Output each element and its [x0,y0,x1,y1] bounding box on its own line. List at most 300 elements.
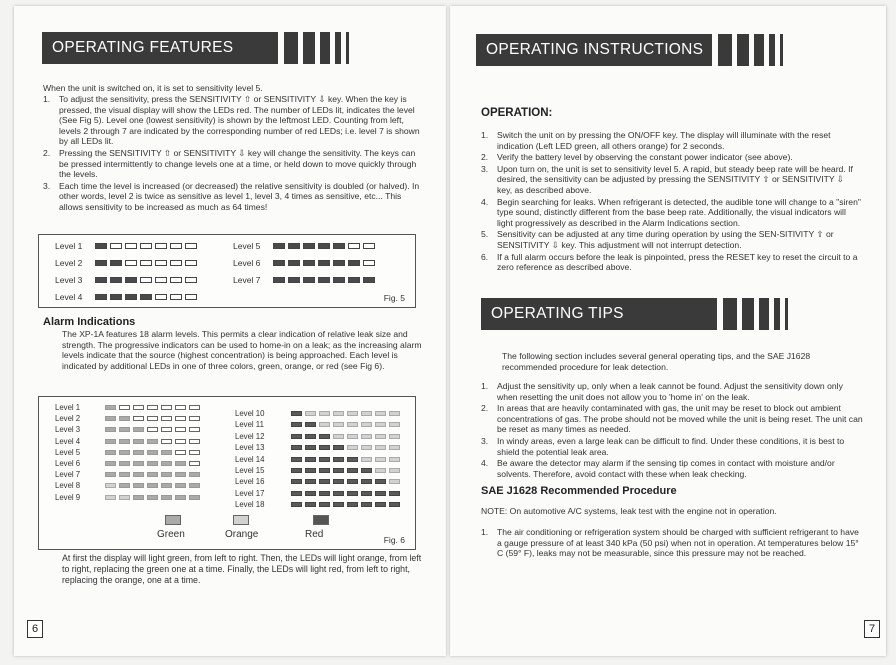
fig6-level-label: Level 1 [55,403,81,412]
led-indicator [147,416,158,421]
fig6-led-row [105,450,203,455]
led-indicator [105,416,116,421]
led-indicator [333,457,344,462]
led-indicator [133,427,144,432]
led-indicator [319,468,330,473]
led-indicator [95,277,107,283]
led-indicator [303,260,315,266]
led-indicator [375,457,386,462]
led-indicator [119,495,130,500]
led-indicator [119,461,130,466]
fig6-led-row [105,439,203,444]
led-indicator [348,260,360,266]
led-indicator [175,405,186,410]
fig5-led-row [273,260,378,266]
led-indicator [155,294,167,300]
fig6-led-row [291,422,403,427]
fig5-caption: Fig. 5 [383,293,405,303]
led-indicator [95,294,107,300]
list-item-number: 5. [481,229,489,240]
fig5-led-row [95,260,200,266]
sae-heading: SAE J1628 Recommended Procedure [481,485,677,497]
led-indicator [147,427,158,432]
led-indicator [161,495,172,500]
led-indicator [291,411,302,416]
led-indicator [105,495,116,500]
fig6-led-row [105,461,203,466]
led-indicator [303,243,315,249]
fig6-led-row [105,427,203,432]
fig6-led-row [291,445,403,450]
led-indicator [389,491,400,496]
list-item [43,94,427,147]
sae-note: NOTE: On automotive A/C systems, leak test with the engine not in operation. [481,506,777,516]
led-indicator [347,491,358,496]
led-indicator [348,277,360,283]
led-indicator [291,457,302,462]
led-indicator [347,479,358,484]
list-item [481,458,863,479]
led-indicator [175,427,186,432]
led-indicator [161,472,172,477]
fig5-level-label: Level 7 [233,275,261,285]
led-indicator [147,461,158,466]
operating-instructions-banner [476,34,788,66]
led-indicator [133,416,144,421]
list-item-number: 4. [481,196,489,207]
led-indicator [119,416,130,421]
list-item [481,436,863,457]
led-indicator [375,479,386,484]
led-indicator [389,479,400,484]
legend-label: Green [157,529,185,540]
closing-text: At first the display will light green, from left to right. Then, the LEDs will light orange, from left to right, replacing the green one at a time. Finally, the LEDs will light red, from left to right, replacing the orange, one at a time. [62,553,422,585]
led-indicator [189,416,200,421]
led-indicator [319,422,330,427]
fig6-level-label: Level 8 [55,481,81,491]
fig5-box [38,234,416,308]
led-indicator [333,260,345,266]
list-item [43,148,427,180]
led-indicator [375,434,386,439]
led-indicator [291,422,302,427]
led-indicator [319,411,330,416]
fig6-led-row [291,457,403,462]
led-indicator [333,491,344,496]
fig6-level-label: Level 15 [235,466,265,475]
led-indicator [319,434,330,439]
fig6-level-label: Level 9 [55,492,81,502]
list-item-text: Pressing the SENSITIVITY ⇧ or SENSITIVITY ⇩ key will change the sensitivity. The keys can be pressed intermittently to change levels one at a time, or held down to move quickly through the levels. [59,147,417,180]
fig6-level-label: Level 16 [235,477,265,487]
list-item [481,130,861,151]
led-indicator [361,445,372,450]
led-indicator [333,479,344,484]
led-indicator [110,243,122,249]
list-item [481,252,861,273]
list-item-text: In windy areas, even a large leak can be difficult to find. Under these conditions, it is best to shield the potential leak area. [497,435,845,457]
led-indicator [291,445,302,450]
list-item-text: Switch the unit on by pressing the ON/OFF key. The display will illuminate with the reset indication (Left LED green, all others orange) for 2 seconds. [497,130,831,151]
led-indicator [288,277,300,283]
led-indicator [147,439,158,444]
led-indicator [119,450,130,455]
led-indicator [140,243,152,249]
led-indicator [361,422,372,427]
list-item-text: Be aware the detector may alarm if the sensing tip comes in contact with moisture and/or solvents. Therefore, avoid contact with these when leak checking. [497,458,835,479]
led-indicator [333,411,344,416]
fig6-caption: Fig. 6 [383,535,405,545]
fig5-level-label: Level 2 [55,258,83,268]
fig6-led-row [291,411,403,416]
led-indicator [125,260,137,266]
led-indicator [347,502,358,507]
led-indicator [161,461,172,466]
led-indicator [347,434,358,439]
led-indicator [133,405,144,410]
led-indicator [389,468,400,473]
banner-stripes [723,298,793,330]
led-indicator [361,502,372,507]
led-indicator [361,434,372,439]
list-item-text: Upon turn on, the unit is set to sensitivity level 5. A rapid, but steady beep rate will be heard. If desired, the sensitivity can be adjusted by pressing the SENSITIVITY ⇧ or SENSITIVITY ⇩ key, as described above. [497,163,853,195]
fig6-level-label: Level 4 [55,436,81,446]
fig5-level-label: Level 1 [55,241,83,251]
led-indicator [175,439,186,444]
led-indicator [189,450,200,455]
fig6-level-label: Level 14 [235,454,265,464]
led-indicator [319,502,330,507]
led-indicator [305,445,316,450]
fig5-led-row [273,277,378,283]
led-indicator [318,243,330,249]
led-indicator [319,479,330,484]
fig6-box [38,396,416,550]
led-indicator [305,479,316,484]
led-indicator [133,472,144,477]
fig6-level-label: Level 18 [235,500,265,510]
led-indicator [333,468,344,473]
fig6-led-row [291,502,403,507]
tips-intro: The following section includes several general operating tips, and the SAE J1628 recommended procedure for leak detection. [502,351,811,372]
led-indicator [291,502,302,507]
led-indicator [347,445,358,450]
led-indicator [161,405,172,410]
led-indicator [155,277,167,283]
led-indicator [185,294,197,300]
led-indicator [291,491,302,496]
fig5-led-row [95,294,200,300]
led-indicator [347,457,358,462]
led-indicator [291,468,302,473]
operating-instructions-title: OPERATING INSTRUCTIONS [476,34,712,66]
fig6-level-label: Level 2 [55,414,81,424]
fig6-level-label: Level 12 [235,431,265,441]
led-indicator [375,468,386,473]
led-indicator [375,491,386,496]
led-indicator [389,411,400,416]
list-item [481,197,861,229]
led-indicator [333,445,344,450]
led-indicator [125,243,137,249]
operation-list [481,130,861,273]
led-indicator [375,422,386,427]
led-indicator [185,243,197,249]
led-indicator [95,260,107,266]
led-indicator [347,411,358,416]
led-indicator [175,450,186,455]
led-indicator [119,427,130,432]
led-indicator [161,416,172,421]
led-indicator [363,243,375,249]
led-indicator [133,439,144,444]
operating-tips-title: OPERATING TIPS [481,298,717,330]
list-item-number: 1. [43,94,51,104]
led-indicator [303,277,315,283]
led-indicator [333,243,345,249]
led-indicator [161,450,172,455]
led-indicator [318,277,330,283]
right-page [450,6,886,656]
led-indicator [95,243,107,249]
led-indicator [155,260,167,266]
led-indicator [185,260,197,266]
list-item [481,229,861,250]
legend-swatch [233,515,249,525]
led-indicator [161,439,172,444]
led-indicator [189,461,200,466]
list-item-number: 1. [481,130,489,140]
left-page [14,6,446,656]
fig6-led-row [291,434,403,439]
led-indicator [105,405,116,410]
led-indicator [288,243,300,249]
led-indicator [105,461,116,466]
led-indicator [375,411,386,416]
led-indicator [389,502,400,507]
list-item-number: 2. [481,403,489,414]
led-indicator [361,411,372,416]
sae-list [481,527,863,559]
fig6-led-row [105,495,203,500]
list-item-number: 2. [481,152,489,163]
led-indicator [189,427,200,432]
fig6-led-row [105,483,203,488]
led-indicator [133,461,144,466]
list-item [481,527,863,559]
led-indicator [319,491,330,496]
led-indicator [119,439,130,444]
led-indicator [361,491,372,496]
list-item-number: 3. [481,163,489,174]
list-item-number: 1. [481,381,489,391]
list-item [481,403,863,435]
fig6-level-label: Level 3 [55,425,81,435]
led-indicator [140,277,152,283]
led-indicator [147,472,158,477]
led-indicator [133,495,144,500]
alarm-text: The XP-1A features 18 alarm levels. This permits a clear indication of relative leak size and strength. The progressive indicators can be used to home-in on a leak; as the increasing alarm levels indicate that the source (highest concentration) is being approached. Each level is indicated by additional LEDs in one of three colors, green, orange, or red (see Fig 6). [62,329,422,371]
led-indicator [105,483,116,488]
tips-list [481,381,863,479]
list-item [481,164,861,196]
operating-tips-banner [481,298,793,330]
led-indicator [105,439,116,444]
fig6-level-label: Level 13 [235,443,265,453]
led-indicator [133,483,144,488]
led-indicator [348,243,360,249]
led-indicator [189,472,200,477]
led-indicator [119,483,130,488]
led-indicator [389,434,400,439]
fig5-level-label: Level 4 [55,292,83,302]
led-indicator [333,434,344,439]
fig5-led-row [273,243,378,249]
list-item-text: If a full alarm occurs before the leak is pinpointed, press the RESET key to reset the circuit to a zero reference as described above. [497,251,858,273]
list-item [43,181,427,213]
led-indicator [389,422,400,427]
led-indicator [273,277,285,283]
led-indicator [170,260,182,266]
fig6-led-row [105,405,203,410]
led-indicator [319,445,330,450]
led-indicator [105,450,116,455]
list-item-number: 4. [481,458,489,469]
list-item-number: 3. [481,435,489,446]
led-indicator [333,502,344,507]
led-indicator [110,277,122,283]
list-item-number: 1. [481,527,489,537]
list-item-text: Adjust the sensitivity up, only when a leak cannot be found. Adjust the sensitivity down only when resetting the unit does not allow you to 'home in' on the leak. [497,381,843,402]
led-indicator [170,294,182,300]
led-indicator [305,411,316,416]
operating-features-title: OPERATING FEATURES [42,32,278,64]
led-indicator [305,491,316,496]
fig6-level-label: Level 10 [235,409,265,418]
led-indicator [170,277,182,283]
led-indicator [361,457,372,462]
led-indicator [175,472,186,477]
led-indicator [175,495,186,500]
led-indicator [133,450,144,455]
operating-features-banner [42,32,354,64]
list-item-text: The air conditioning or refrigeration system should be charged with sufficient refrigerant to have a gauge pressure of at least 340 kPa (50 psi) when not in operation. At temperatures below 15° C (59° F), leaks may not be measurable, since this pressure may not be reached. [497,527,859,559]
led-indicator [110,260,122,266]
led-indicator [375,445,386,450]
fig5-led-row [95,243,200,249]
led-indicator [175,483,186,488]
fig6-led-row [105,472,203,477]
page-number: 7 [864,620,880,638]
legend-swatch [165,515,181,525]
fig6-led-row [291,491,403,496]
led-indicator [389,445,400,450]
led-indicator [185,277,197,283]
legend-label: Red [305,529,324,540]
fig5-level-label: Level 3 [55,275,83,285]
led-indicator [189,483,200,488]
led-indicator [273,243,285,249]
legend-swatch [313,515,329,525]
led-indicator [363,260,375,266]
led-indicator [361,479,372,484]
led-indicator [189,405,200,410]
led-indicator [140,260,152,266]
page-number: 6 [27,620,43,638]
banner-stripes [284,32,354,64]
led-indicator [105,472,116,477]
led-indicator [333,277,345,283]
led-indicator [155,243,167,249]
led-indicator [291,434,302,439]
led-indicator [147,405,158,410]
fig5-level-label: Level 5 [233,241,261,251]
led-indicator [119,405,130,410]
fig6-level-label: Level 7 [55,470,81,480]
led-indicator [333,422,344,427]
list-item [481,381,863,402]
led-indicator [363,277,375,283]
led-indicator [347,422,358,427]
alarm-heading: Alarm Indications [43,316,136,328]
operation-heading: OPERATION: [481,107,553,119]
fig6-level-label: Level 17 [235,488,265,498]
led-indicator [105,427,116,432]
fig5-level-label: Level 6 [233,258,261,268]
led-indicator [119,472,130,477]
led-indicator [125,277,137,283]
led-indicator [319,457,330,462]
fig6-level-label: Level 5 [55,447,81,457]
led-indicator [175,461,186,466]
list-item-text: Verify the battery level by observing the constant power indicator (see above). [497,152,793,163]
list-item-text: Each time the level is increased (or decreased) the relative sensitivity is doubled (or halved). In other words, level 2 is twice as sensitive as level 1, level 3, 4 times as sensitive, etc... This allows sensitivity to be increased as much as 64 times! [59,180,420,212]
led-indicator [273,260,285,266]
led-indicator [288,260,300,266]
led-indicator [305,468,316,473]
list-item-text: To adjust the sensitivity, press the SENSITIVITY ⇧ or SENSITIVITY ⇩ key. When the key is pressed, the visual display will show the LEDs red. The number of LEDs lit, indicates the level (See Fig 5). Level one (lowest sensitivity) is shown by the leftmost LED. Counting from left, levels 2 through 7 are indicated by the corresponding number of red LEDs; i.e. level 7 is shown by all LEDs lit. [59,94,420,147]
fig6-led-row [291,479,403,484]
led-indicator [305,434,316,439]
led-indicator [347,468,358,473]
led-indicator [291,479,302,484]
led-indicator [110,294,122,300]
led-indicator [170,243,182,249]
led-indicator [125,294,137,300]
banner-stripes [718,34,788,66]
list-item-text: In areas that are heavily contaminated with gas, the unit may be reset to block out ambient concentrations of gas. The probe should not be moved while the unit is being reset. The unit can be reset as many times as needed. [497,403,863,435]
fig6-led-row [105,416,203,421]
list-item-number: 2. [43,147,51,158]
led-indicator [389,457,400,462]
list-item-number: 6. [481,251,489,262]
features-list [43,94,427,213]
list-item [481,152,861,163]
led-indicator [140,294,152,300]
led-indicator [161,427,172,432]
led-indicator [375,502,386,507]
led-indicator [189,495,200,500]
led-indicator [189,439,200,444]
list-item-text: Sensitivity can be adjusted at any time during operation by using the SEN-SITIVITY ⇧ or SENSITIVITY ⇩ key. This adjustment will not interrupt detection. [497,229,834,250]
led-indicator [147,495,158,500]
list-item-text: Begin searching for leaks. When refrigerant is detected, the audible tone will change to a "siren" type sound, distinctly different from the base beep rate. Additionally, the visual indicators will light progressively as described in the Alarm Indications section. [497,196,861,228]
led-indicator [161,483,172,488]
fig6-led-row [291,468,403,473]
legend-label: Orange [225,529,259,540]
led-indicator [305,457,316,462]
features-intro: When the unit is switched on, it is set to sensitivity level 5. [43,83,263,93]
